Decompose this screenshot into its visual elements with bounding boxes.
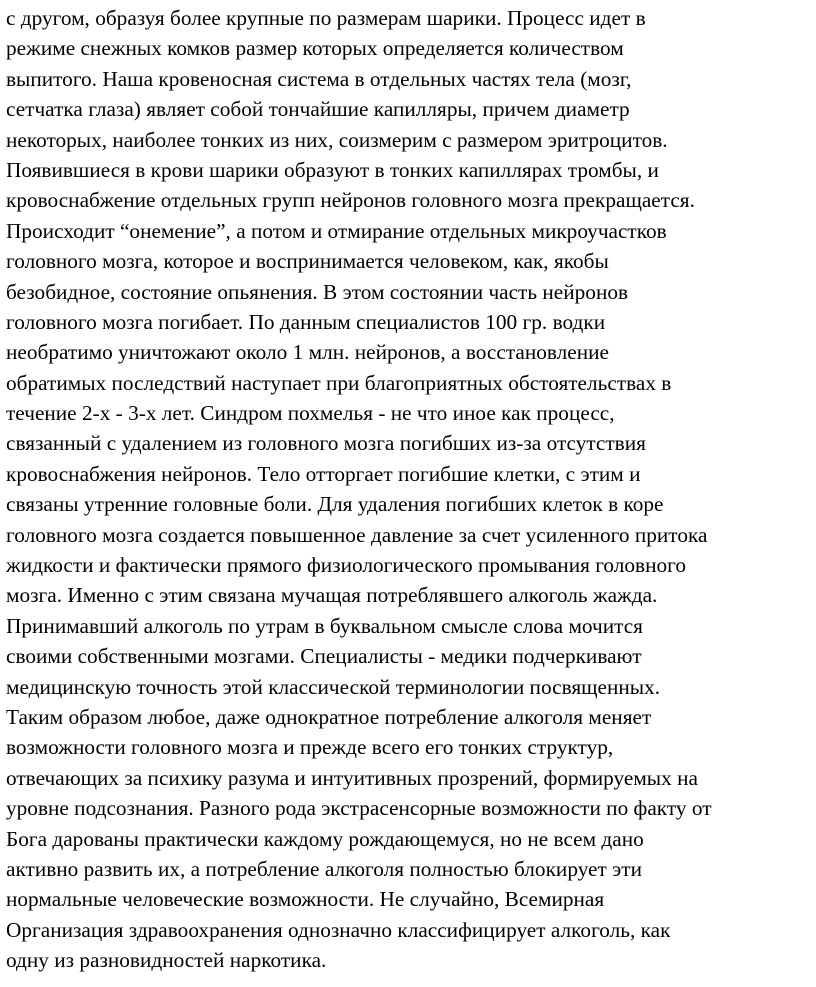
- text-line: связанный с удалением из головного мозга погибших из-за отсутствия: [6, 431, 646, 456]
- text-line: кровоснабжение отдельных групп нейронов головного мозга прекращается.: [6, 188, 695, 213]
- text-line: сетчатка глаза) являет собой тончайшие капилляры, причем диаметр: [6, 97, 630, 122]
- text-line: Происходит “онемение”, а потом и отмирание отдельных микроучастков: [6, 218, 667, 243]
- text-line: медицинскую точность этой классической терминологии посвященных.: [6, 674, 661, 699]
- text-line: головного мозга, которое и воспринимается человеком, как, якобы: [6, 249, 609, 274]
- text-line: головного мозга погибает. По данным специалистов 100 гр. водки: [6, 309, 606, 334]
- text-line: уровне подсознания. Разного рода экстрасенсорные возможности по факту от: [6, 796, 712, 821]
- text-line: с другом, образуя более крупные по размерам шарики. Процесс идет в: [6, 6, 646, 30]
- text-line: активно развить их, а потребление алкоголя полностью блокирует эти: [6, 856, 642, 881]
- text-line: жидкости и фактически прямого физиологического промывания головного: [6, 553, 687, 578]
- text-line: своими собственными мозгами. Специалисты - медики подчеркивают: [6, 644, 642, 669]
- text-line: отвечающих за психику разума и интуитивных прозрений, формируемых на: [6, 765, 698, 790]
- text-line: обратимых последствий наступает при благоприятных обстоятельствах в: [6, 370, 672, 395]
- text-line: необратимо уничтожают около 1 млн. нейронов, а восстановление: [6, 340, 609, 365]
- text-line: одну из разновидностей наркотика.: [6, 948, 327, 973]
- text-line: возможности головного мозга и прежде всего его тонких структур,: [6, 735, 614, 760]
- text-line: мозга. Именно с этим связана мучащая потреблявшего алкоголь жажда.: [6, 583, 658, 608]
- text-line: кровоснабжения нейронов. Тело отторгает погибшие клетки, с этим и: [6, 461, 641, 486]
- text-line: Появившиеся в крови шарики образуют в тонких капиллярах тромбы, и: [6, 157, 659, 182]
- text-line: некоторых, наиболее тонких из них, соизмерим с размером эритроцитов.: [6, 127, 668, 152]
- text-line: нормальные человеческие возможности. Не случайно, Всемирная: [6, 887, 605, 912]
- text-line: течение 2-х - 3-х лет. Синдром похмелья - не что иное как процесс,: [6, 401, 615, 426]
- text-line: головного мозга создается повышенное давление за счет усиленного притока: [6, 522, 708, 547]
- text-line: режиме снежных комков размер которых определяется количеством: [6, 36, 624, 61]
- text-line: Организация здравоохранения однозначно классифицирует алкоголь, как: [6, 917, 671, 942]
- text-line: Таким образом любое, даже однократное потребление алкоголя меняет: [6, 704, 652, 729]
- text-line: связаны утренние головные боли. Для удаления погибших клеток в коре: [6, 492, 664, 517]
- text-line: Принимавший алкоголь по утрам в буквальном смысле слова мочится: [6, 613, 643, 638]
- text-line: выпитого. Наша кровеносная система в отдельных частях тела (мозг,: [6, 66, 632, 91]
- text-line: безобидное, состояние опьянения. В этом состоянии часть нейронов: [6, 279, 629, 304]
- text-line: Бога дарованы практически каждому рождающемуся, но не всем дано: [6, 826, 644, 851]
- body-text: [6, 3, 814, 976]
